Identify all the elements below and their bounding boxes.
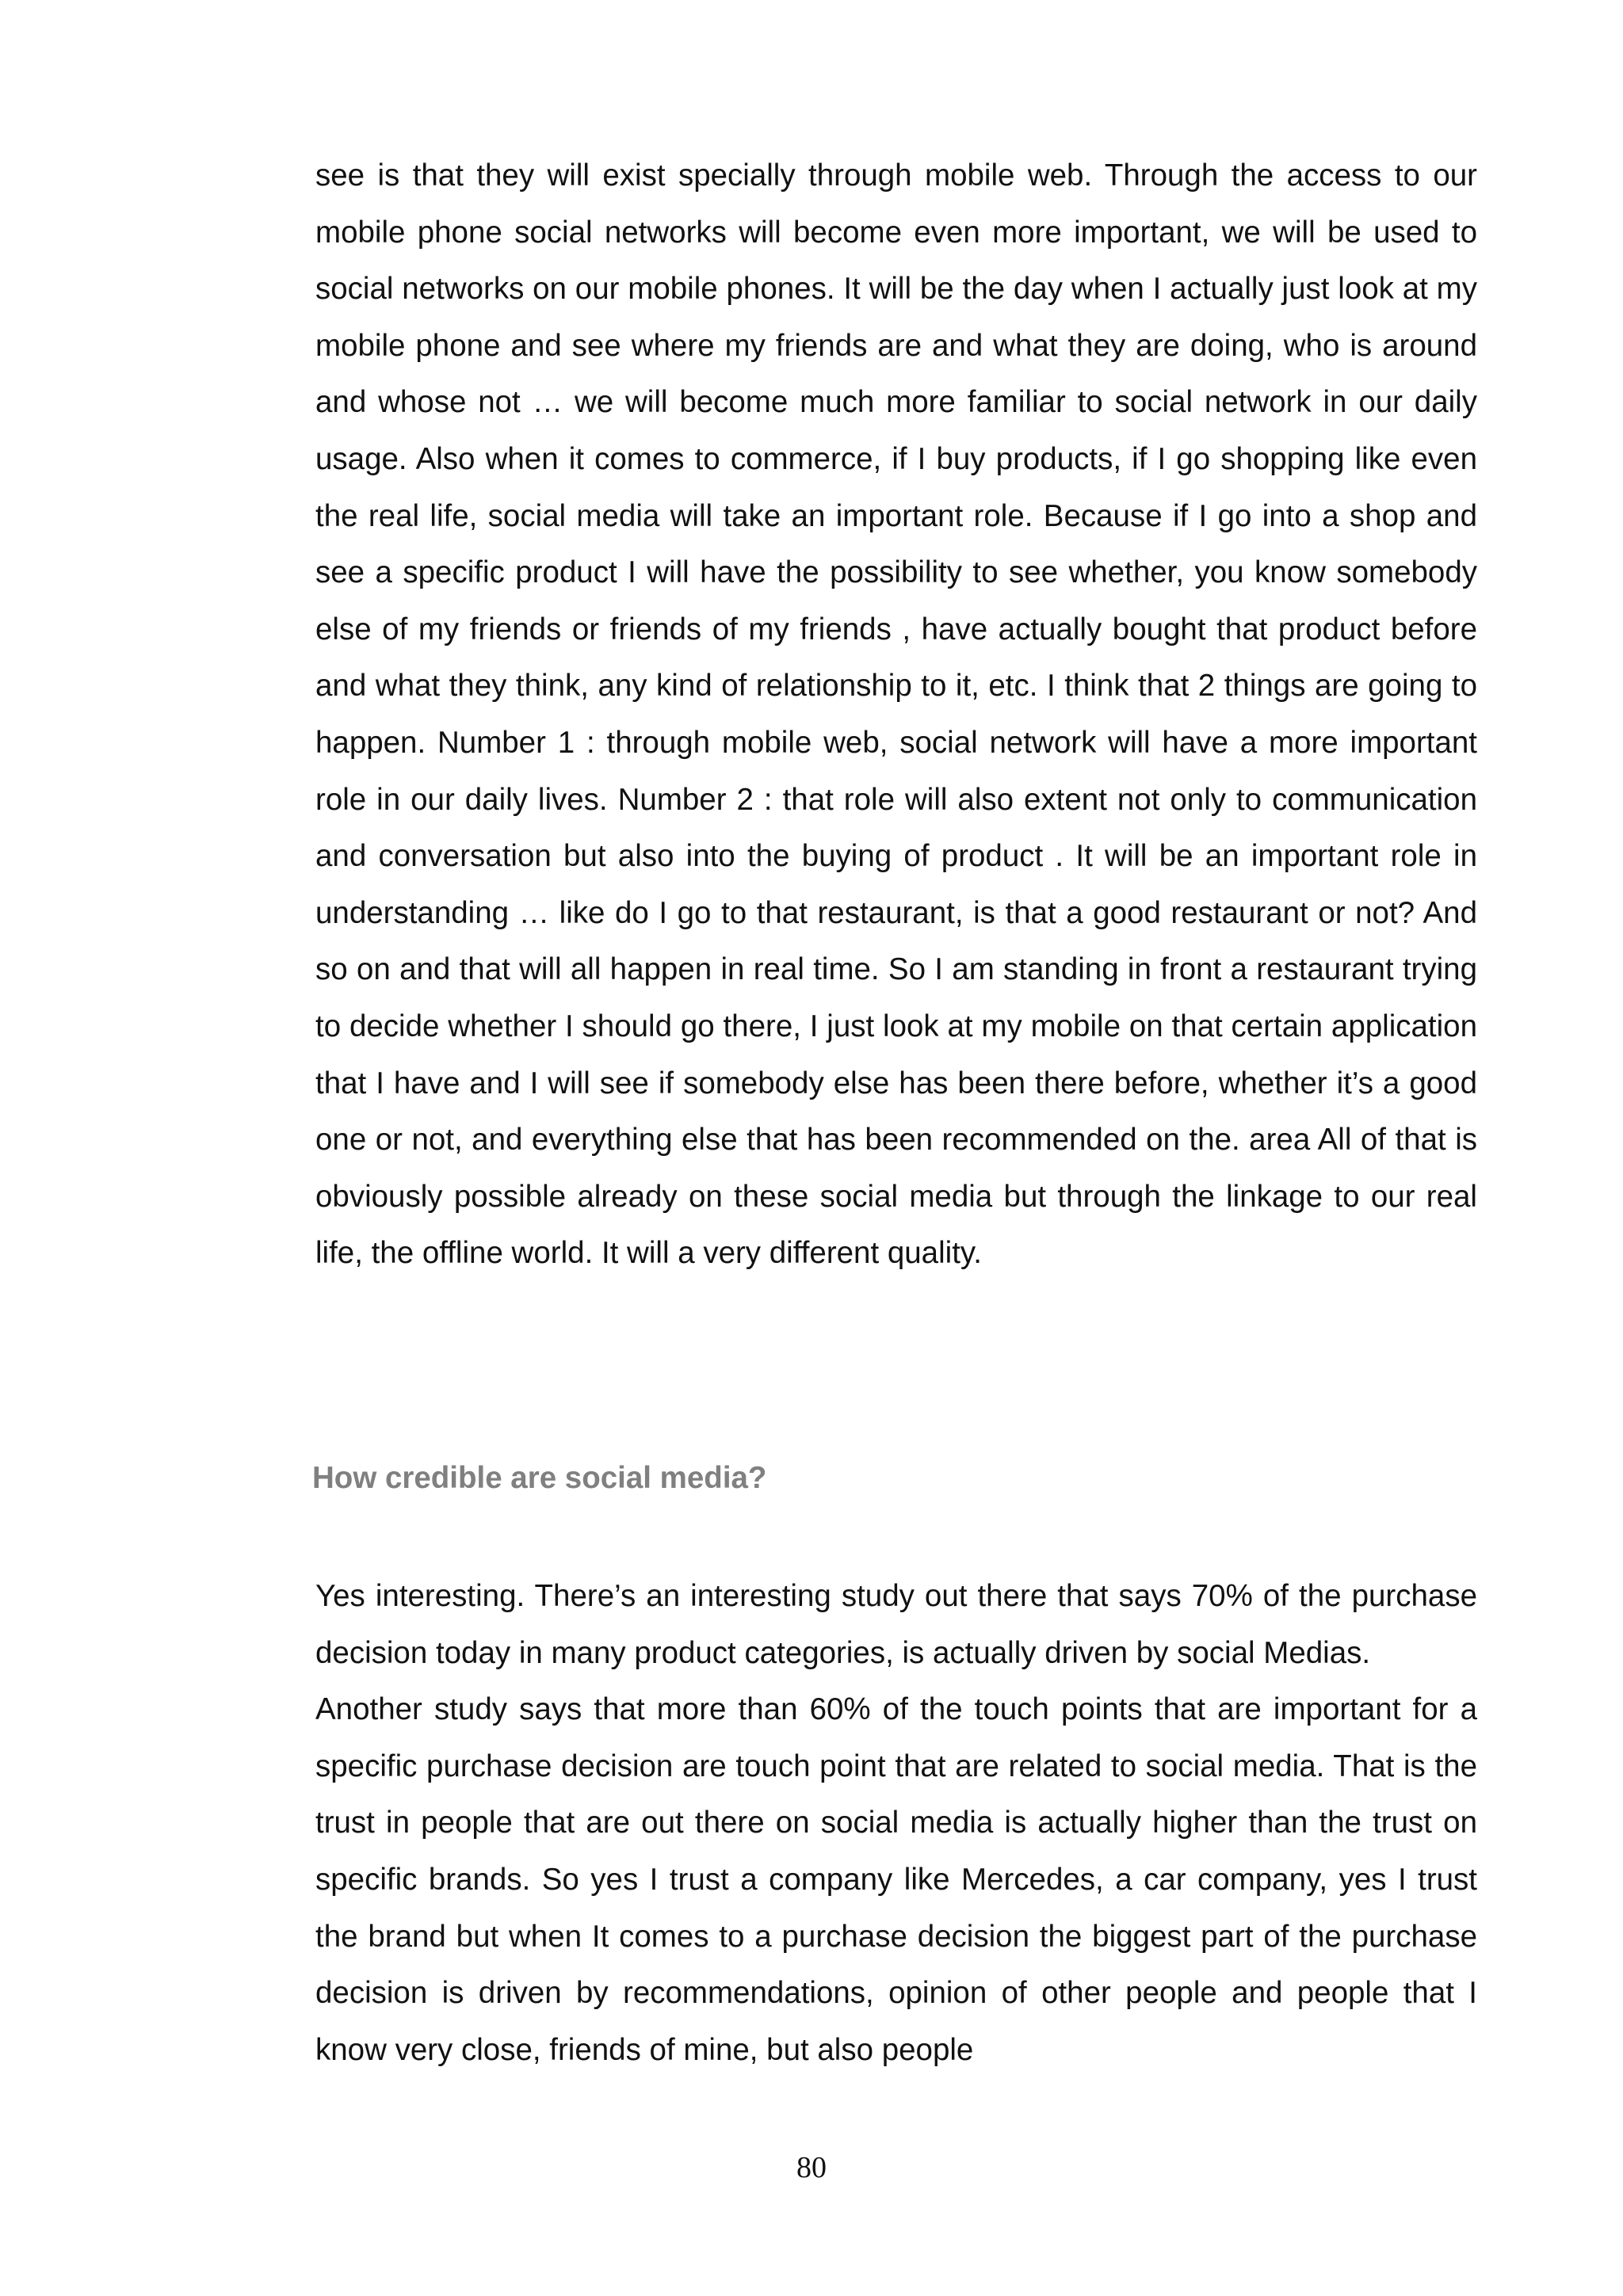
- body-paragraph: Another study says that more than 60% of the touch points that are important for a specific purchase decision are touch point that are related to social media. That is the trust in people that are out there on social media is actually higher than the trust on specific brands. So yes I trust a company like Mercedes, a car company, yes I trust the brand but when It comes to a purchase decision the biggest part of the purchase decision is driven by recommendations, opinion of other people and people that I know very close, friends of mine, but also people: [315, 1692, 1477, 2067]
- interview-question-heading: How credible are social media?: [312, 1461, 767, 1495]
- page-number: 80: [796, 2151, 827, 2184]
- interview-answer-continued: [315, 147, 1477, 1282]
- body-paragraph: see is that they will exist specially through mobile web. Through the access to our mobile phone social networks will become even more important, we will be used to social networks on our mobile phones. It will be the day when I actually just look at my mobile phone and see where my friends are and what they are doing, who is around and whose not … we will become much more familiar to social network in our daily usage. Also when it comes to commerce, if I buy products, if I go shopping like even the real life, social media will take an important role. Because if I go into a shop and see a specific product I will have the possibility to see whether, you know somebody else of my friends or friends of my friends , have actually bought that product before and what they think, any kind of relationship to it, etc. I think that 2 things are going to happen. Number 1 : through mobile web, social network will have a more important role in our daily lives. Number 2 : that role will also extent not only to communication and conversation but also into the buying of product . It will be an important role in understanding … like do I go to that restaurant, is that a good restaurant or not? And so on and that will all happen in real time. So I am standing in front a restaurant trying to decide whether I should go there, I just look at my mobile on that certain application that I have and I will see if somebody else has been there before, whether it’s a good one or not, and everything else that has been recommended on the. area All of that is obviously possible already on these social media but through the linkage to our real life, the offline world. It will a very different quality.: [315, 158, 1477, 1271]
- body-paragraph: Yes interesting. There’s an interesting study out there that says 70% of the purchase decision today in many product categories, is actually driven by social Medias.: [315, 1579, 1477, 1670]
- interview-answer: [315, 1568, 1477, 2078]
